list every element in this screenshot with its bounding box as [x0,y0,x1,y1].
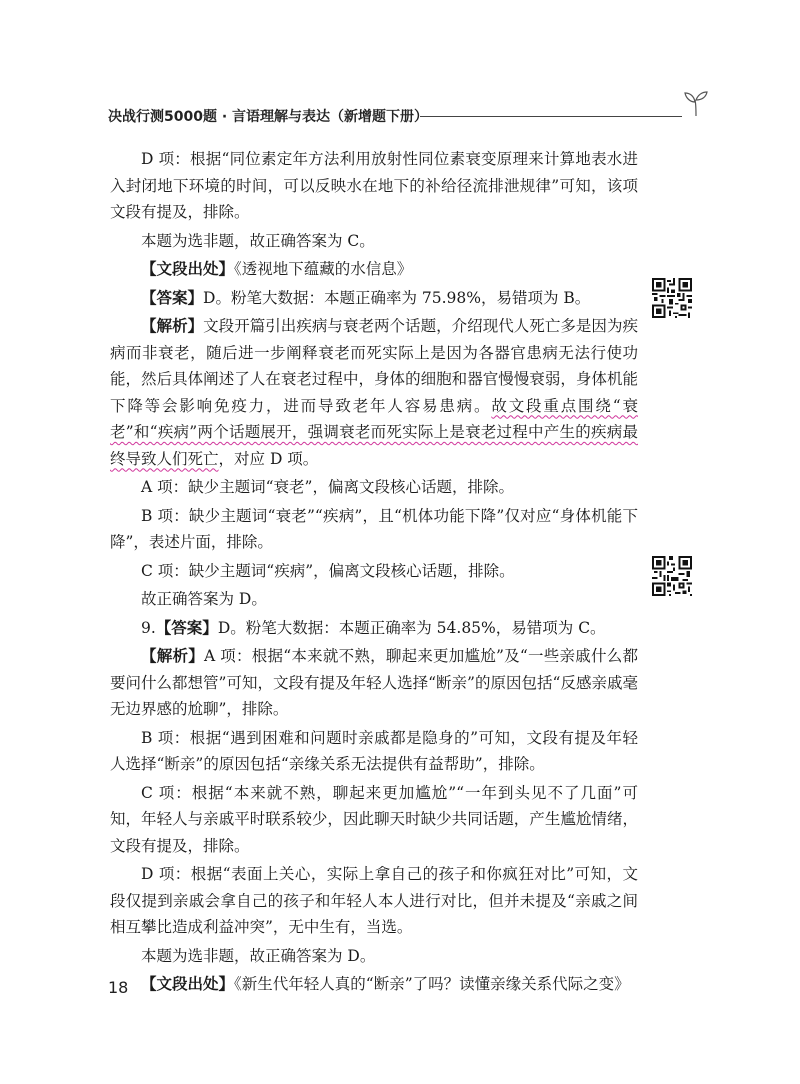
book-title: 决战行测5000题 · 言语理解与表达（新增题下册） [108,109,429,125]
page-number: 18 [108,978,129,997]
qr-code-icon[interactable] [652,278,692,318]
main-content [110,146,638,998]
source-title: 《透视地下蕴藏的水信息》 [234,260,413,278]
analysis-tag: 【解析】 [141,317,204,335]
q8-option-b: B 项：缺少主题词“衰老”“疾病”，且“机体功能下降”仅对应“身体机能下降”，表述片面，排除。 [110,506,638,551]
source-title: 《新生代年轻人真的“断亲”了吗？读懂亲缘关系代际之变》 [234,975,630,993]
answer-tag: 【答案】 [155,618,218,637]
sprout-icon [684,90,708,116]
source-tag: 【文段出处】 [141,975,235,993]
analysis-end: ，对应 D 项。 [218,449,319,468]
q8-answer [110,285,638,312]
answer-tag: 【答案】 [141,288,204,307]
analysis-tag: 【解析】 [141,647,204,665]
option-d-paragraph: D 项：根据“同位素定年方法利用放射性同位素衰变原理来计算地表水进入封闭地下环境的时间，可以反映水在地下的补给径流排泄规律”可知，该项文段有提及，排除。 [110,150,638,221]
q9-option-d: D 项：根据“表面上关心，实际上拿自己的孩子和你疯狂对比”可知，文段仅提到亲戚会拿自己的孩子和年轻人本人进行对比，但并未提及“亲戚之间相互攀比造成利益冲突”，无中生有，当选。 [110,865,638,936]
analysis-text: 文段开篇引出疾病与衰老两个话题，介绍现代人死亡多是因为疾病而非衰老，随后进一步阐释衰老而死实际上是因为各器官患病无法行使功能，然后具体阐述了人在衰老过程中，身体的细胞和器官慢慢衰弱，身体机能下降等会影响免疫力，进而导致老年人容易患病。 [110,317,638,415]
q8-conclusion: 故正确答案为 D。 [141,590,267,608]
q8-option-c: C 项：缺少主题词“疾病”，偏离文段核心话题，排除。 [141,561,515,580]
source-tag: 【文段出处】 [141,260,235,278]
q9-option-b: B 项：根据“遇到困难和问题时亲戚都是隐身的”可知，文段有提及年轻人选择“断亲”的原因包括“亲缘关系无法提供有益帮助”，排除。 [110,728,638,773]
q9-analysis [110,643,638,723]
answer-text: D。粉笔大数据：本题正确率为 54.85%，易错项为 C。 [217,618,606,637]
analysis-highlight: 故文段重点围绕“衰老”和“疾病”两个话题展开，强调衰老而死实际上是衰老过程中产生的疾病最终导致人们死亡 [110,396,638,468]
answer-conclusion: 本题为选非题，故正确答案为 C。 [141,231,375,250]
answer-text: D。粉笔大数据：本题正确率为 75.98%，易错项为 B。 [203,288,591,307]
header-rule [420,116,682,117]
source-paragraph [110,256,638,283]
q9-conclusion: 本题为选非题，故正确答案为 D。 [141,946,376,965]
q9-option-c: C 项：根据“本来就不熟，聊起来更加尴尬”“一年到头见不了几面”可知，年轻人与亲戚平时联系较少，因此聊天时缺少共同话题，产生尴尬情绪，文段有提及，排除。 [110,783,638,855]
q9-source [110,971,638,998]
q8-analysis [110,313,638,472]
question-number: 9. [141,618,156,637]
q9-option-a: A 项：根据“本来就不熟，聊起来更加尴尬”及“一些亲戚什么都要问什么都想管”可知，文段有提及年轻人选择“断亲”的原因包括“反感亲戚毫无边界感的尬聊”，排除。 [110,647,638,718]
running-header [108,104,708,130]
qr-code-icon[interactable] [652,556,692,596]
q9-answer [110,615,638,642]
q8-option-a: A 项：缺少主题词“衰老”，偏离文段核心话题，排除。 [141,478,514,496]
